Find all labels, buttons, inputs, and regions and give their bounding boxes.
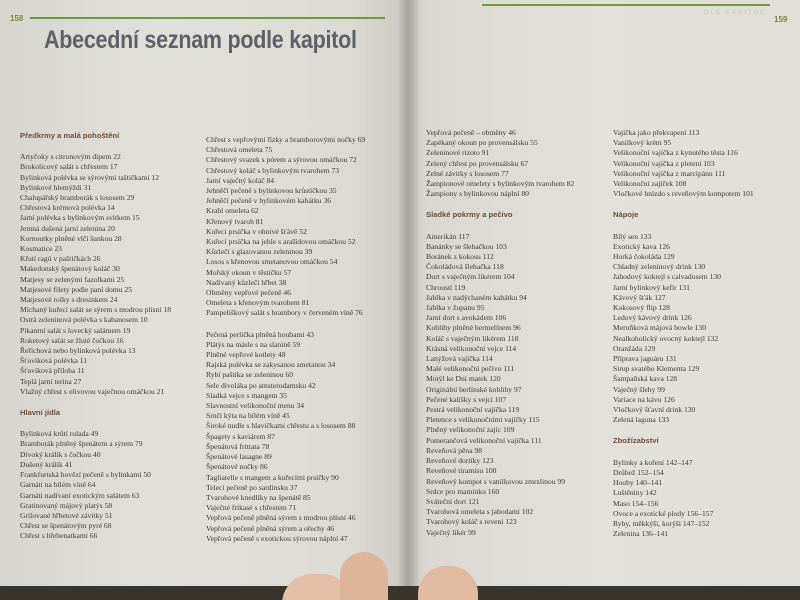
index-entry: Reveňová pěna 98	[426, 445, 483, 455]
index-entry: Tagliatelle s mangem a kuřecími prsíčky 90	[206, 472, 339, 482]
index-entry: Nealkoholický ovocný koktejl 132	[613, 333, 719, 343]
section-heading: Hlavní jídla	[20, 408, 61, 418]
index-entry: Chřestová omeleta 75	[206, 145, 273, 155]
index-entry: Jarní bylinkový kefír 131	[613, 282, 690, 292]
index-entry: Chřestový svazek s pórem a sýrovou omáčkou 72	[206, 155, 357, 165]
header-rule	[30, 17, 385, 19]
spacer	[20, 418, 208, 429]
spacer	[20, 397, 208, 408]
index-entry: Oranžáda 129	[613, 343, 656, 353]
index-entry: Špagety s kaviárem 87	[206, 431, 275, 441]
index-entry: Bílý sen 133	[613, 231, 652, 241]
index-entry: Široké nudle s hlavičkami chřestu a s lososem 88	[206, 421, 356, 431]
index-entry: Špenátová frittata 78	[206, 441, 270, 451]
index-entry: Exotický kava 126	[613, 241, 670, 251]
spacer	[426, 199, 616, 210]
index-entry: Plátýs na másle s na slanině 59	[206, 339, 301, 349]
index-entry: Vepřová pečeně – obměny 46	[426, 128, 516, 137]
index-entry: Křenový tvaroh 81	[206, 216, 264, 226]
index-entry: Jablka v nadýchaném kabátku 94	[426, 292, 527, 302]
index-entry: Pečené kalíšky s vejci 107	[426, 394, 507, 404]
index-entry: Srdce pro maminku 160	[426, 486, 500, 496]
index-entry: Špenátové lasagne 89	[206, 452, 272, 462]
index-entry: Bylinková krůtí rulada 49	[20, 429, 99, 439]
index-entry: Sladká vejce s mangem 35	[206, 390, 287, 400]
section-heading: Sladké pokrmy a pečivo	[426, 210, 513, 220]
index-entry: Ledový kávový drink 126	[613, 313, 692, 323]
index-entry: Zelné závitky s lososem 77	[426, 168, 509, 178]
spacer	[613, 447, 797, 458]
index-column-4	[613, 128, 797, 539]
index-entry: Meruňková májová bowle 130	[613, 323, 707, 333]
index-entry: Kůzlečí s glazovanou zeleninou 39	[206, 247, 313, 257]
index-entry: Zelenina 136–141	[613, 529, 669, 539]
index-entry: Sele divoláka po amsterodamsku 42	[206, 380, 316, 390]
index-entry: Plněné vepřové kotlety 48	[206, 350, 286, 360]
index-entry: Jarní polévka s bylinkovým svitkem 15	[20, 213, 140, 223]
index-entry: Vajíčka jako překvapení 113	[613, 128, 700, 137]
index-entry: Jahodový koktejl s calvadosem 130	[613, 272, 721, 282]
index-entry: Kokosový flip 128	[613, 303, 670, 313]
index-entry: Slavnostní velikonoční menu 34	[206, 401, 305, 411]
index-entry: Zelený chřest po provensálsku 67	[426, 158, 529, 168]
index-entry: Frankfurtská hovězí pečeně s bylinkami 50	[20, 470, 151, 480]
index-entry: Maso 154–156	[613, 498, 659, 508]
index-entry: Koláč s vaječným likérem 118	[426, 333, 519, 343]
index-entry: Velikonoční vajíčka z kynutého těsta 116	[613, 148, 738, 158]
index-entry: Bramborák plněný špenátem a sýrem 79	[20, 439, 143, 449]
index-entry: Kuřecí prsíčka v ohnivé šťávě 52	[206, 226, 307, 236]
index-entry: Reveňové tiramisu 100	[426, 466, 497, 476]
index-column-3	[426, 128, 616, 538]
index-entry: Bylinkové hlemýždi 31	[20, 182, 92, 192]
index-entry: Malé velikonoční pečivo 111	[426, 364, 515, 374]
index-entry: Luštěniny 142	[613, 488, 657, 498]
index-entry: Jemná dušená jarní zelenina 20	[20, 223, 115, 233]
index-entry: Reveňové dortíky 123	[426, 456, 494, 466]
book-gutter	[398, 0, 420, 600]
index-entry: Variace na kávu 126	[613, 394, 675, 404]
index-entry: Pestrá velikonoční vajíčka 119	[426, 405, 520, 415]
index-entry: Vepřová pečeně plněná sýrem s modrou plísní 46	[206, 513, 356, 523]
index-entry: Chroustí 119	[426, 282, 466, 292]
index-entry: Kosmatice 23	[20, 244, 62, 254]
index-entry: Chřest s vepřovými řízky a bramborovými nočky 69	[206, 135, 366, 144]
index-entry: Jarní vaječný koláč 84	[206, 175, 275, 185]
index-entry: Ryby, měkkýši, korýši 147–152	[613, 518, 710, 528]
index-entry: Garnáti na bílém víně 64	[20, 480, 96, 490]
index-entry: Rybí paštika se zeleninou 60	[206, 370, 294, 380]
index-entry: Chalupářský bramborák s lososem 29	[20, 193, 135, 203]
index-entry: Vaječný šlehy 99	[613, 384, 665, 394]
index-entry: Vepřová pečeně plněná sýrem a ořechy 46	[206, 523, 335, 533]
index-entry: Špenátové nočky 86	[206, 462, 268, 472]
index-entry: Dort s vaječným likérem 104	[426, 272, 515, 282]
index-entry: Vlažný chřest s olivovou vaječnou omáčkou 21	[20, 386, 165, 396]
section-heading: Nápoje	[613, 210, 639, 220]
index-entry: Vločkové hnízdo s reveňovým kompotem 101	[613, 189, 754, 199]
index-entry: Bylinky a koření 142–147	[613, 457, 693, 467]
index-entry: Horká čokoláda 129	[613, 252, 675, 262]
index-entry: Makedonský špenátový koláč 30	[20, 264, 120, 274]
spacer	[20, 141, 208, 152]
index-entry: Žampiony s bylinkovou náplní 80	[426, 189, 529, 199]
right-page	[404, 0, 800, 600]
index-entry: Chladný zeleninový drink 130	[613, 262, 706, 272]
index-entry: Obměny vepřové pečeně 46	[206, 288, 291, 298]
index-entry: Boránek z kokosu 112	[426, 252, 494, 262]
index-entry: Pečená perlička plněná houbami 43	[206, 329, 314, 339]
index-entry: Tvarohový koláč s reveni 123	[426, 517, 517, 527]
index-entry: Křutí ragú v paštičkách 26	[20, 254, 101, 264]
index-entry: Teplá jarní terina 27	[20, 376, 82, 386]
index-entry: Houby 140–141	[613, 478, 663, 488]
index-entry: Jablka v županu 95	[426, 303, 485, 313]
index-entry: Vaječné frikasé s chřestem 71	[206, 503, 297, 513]
index-entry: Vanilkový krém 95	[613, 138, 672, 148]
index-entry: Omeleta s křenovým tvarohem 81	[206, 298, 310, 308]
index-entry: Lanýžová vajíčka 114	[426, 354, 493, 364]
index-entry: Rajská polévka se zakysanou smetanou 34	[206, 360, 336, 370]
index-entry: Sirup svatého Klementa 129	[613, 364, 700, 374]
index-entry: Plněný velikonoční zajíc 109	[426, 425, 515, 435]
index-entry: Kávový šťák 127	[613, 292, 666, 302]
spacer	[613, 221, 797, 232]
index-entry: Grilované hřbetové závitky 51	[20, 510, 113, 520]
index-entry: Tvarohová omeleta s jahodami 102	[426, 507, 534, 517]
index-entry: Matjesové filety podle paní domu 25	[20, 284, 132, 294]
index-entry: Gratinovaný májový platýs 58	[20, 500, 113, 510]
index-entry: Nadívaný kůzlečí hřbet 38	[206, 277, 287, 287]
index-entry: Matjesy se zelenými fazolkami 25	[20, 274, 125, 284]
spacer	[206, 319, 406, 330]
index-entry: Čokoládová šlehačka 118	[426, 262, 504, 272]
index-entry: Telecí pečeně po sardinsku 37	[206, 482, 298, 492]
index-entry: Pletence s velikonočními vajíčky 115	[426, 415, 540, 425]
index-entry: Šampaňská kava 128	[613, 374, 678, 384]
spacer	[426, 221, 616, 232]
index-entry: Míchaný kuřecí salát se sýrem s modrou plísní 18	[20, 305, 172, 315]
index-entry: Chřest se špenátovým pyré 68	[20, 521, 112, 531]
spacer	[613, 199, 797, 210]
index-entry: Velikonoční zajíček 108	[613, 179, 687, 189]
table-surface	[0, 586, 800, 600]
index-entry: Příprava jaguáru 131	[613, 354, 677, 364]
index-entry: Vepřová pečeně s exotickou sýrovou náplní 47	[206, 533, 348, 543]
index-entry: Chřest s hřebenatkami 66	[20, 531, 98, 541]
index-entry: Motýl ke Dni matek 120	[426, 374, 501, 384]
index-entry: Šťovíková příloha 11	[20, 366, 85, 376]
index-entry: Artyčoky s citronovým dipem 22	[20, 152, 121, 162]
index-entry: Žampionové omelety s bylinkovým tvarohem 82	[426, 179, 575, 189]
index-entry: Řeřichová nebo bylinková polévka 13	[20, 346, 136, 356]
page-number: 158	[10, 14, 24, 23]
index-entry: Pomerančová velikonoční vajíčka 111	[426, 435, 542, 445]
index-entry: Zapékaný okoun po provensálsku 55	[426, 138, 538, 148]
header-rule	[482, 4, 770, 6]
index-entry: Tvarohové knedlíky na špenátě 85	[206, 492, 311, 502]
index-entry: Chřestová krémová polévka 14	[20, 203, 115, 213]
index-entry: Losos s křenovou smetanovou omáčkou 54	[206, 257, 338, 267]
running-head: DLE KAPITOL	[704, 10, 766, 16]
index-entry: Dušený králík 41	[20, 459, 73, 469]
index-entry: Krabí omeleta 62	[206, 206, 259, 216]
index-entry: Roketový salát se žluté čočkou 16	[20, 335, 124, 345]
index-entry: Chřestový koláč s bylinkovým tvarohem 73	[206, 165, 340, 175]
section-heading: Zbožízabství	[613, 436, 659, 446]
index-entry: Zelená laguna 133	[613, 415, 670, 425]
index-entry: Brokolicový salát s chřestem 17	[20, 162, 118, 172]
index-entry: Banánky se šlehačkou 103	[426, 241, 507, 251]
index-column-1	[20, 131, 208, 542]
index-entry: Garnáti nadívaní exotickým salátem 63	[20, 490, 140, 500]
index-entry: Koblihy plněné hermelínem 96	[426, 323, 521, 333]
hand-finger	[340, 552, 388, 600]
index-entry: Jarní dort s avokádem 106	[426, 313, 507, 323]
index-entry: Kornoutky plněné vlčí šunkou 28	[20, 233, 122, 243]
index-entry: Ovoce a exotické plody 156–157	[613, 508, 714, 518]
index-entry: Vaječný likér 99	[426, 527, 476, 537]
index-entry: Bylinková polévka se sýrovými taštičkami 12	[20, 172, 159, 182]
index-entry: Šťovíková polévka 11	[20, 356, 88, 366]
index-entry: Pikantní salát s lovecký salámem 19	[20, 325, 131, 335]
index-column-2	[206, 135, 406, 544]
index-entry: Jehněčí pečeně v bylinkovém kabátku 36	[206, 196, 332, 206]
index-entry: Amerikán 117	[426, 231, 470, 241]
index-entry: Vločkový šťavní drink 130	[613, 405, 696, 415]
section-heading: Předkrmy a malá pohoštění	[20, 131, 120, 140]
index-entry: Reveňový kompot s vanilkovou zmrzlinou 99	[426, 476, 565, 486]
index-entry: Matjesové rolky s dresinkem 24	[20, 295, 118, 305]
index-entry: Zeleninové rizoto 91	[426, 148, 490, 158]
index-entry: Mořský okoun v těstíčku 57	[206, 267, 292, 277]
index-entry: Originální berlínské koblihy 97	[426, 384, 522, 394]
index-entry: Jehněčí pečeně s bylinkovou krůstičkou 35	[206, 186, 337, 196]
index-entry: Krásná velikonoční vejce 114	[426, 343, 517, 353]
index-entry: Srnčí kýta na bílém víně 45	[206, 411, 290, 421]
index-entry: Velikonoční vajíčka z pletení 103	[613, 158, 715, 168]
page-number: 159	[774, 15, 788, 24]
spacer	[613, 425, 797, 436]
index-entry: Ostrá zeleninová polévka s kabanosem 10	[20, 315, 148, 325]
index-entry: Pampeliškový salát s brambory v červeném víně 76	[206, 308, 363, 318]
page-title: Abecední seznam podle kapitol	[44, 26, 357, 54]
index-entry: Kuřecí prsíčka na jehle s arašídovou omáčkou 52	[206, 237, 356, 247]
index-entry: Sváteční dort 121	[426, 496, 480, 506]
index-entry: Velikonoční vajíčka z marcipánu 111	[613, 168, 726, 178]
index-entry: Drůbež 152–154	[613, 467, 664, 477]
index-entry: Divoký králík s čočkou 40	[20, 449, 101, 459]
